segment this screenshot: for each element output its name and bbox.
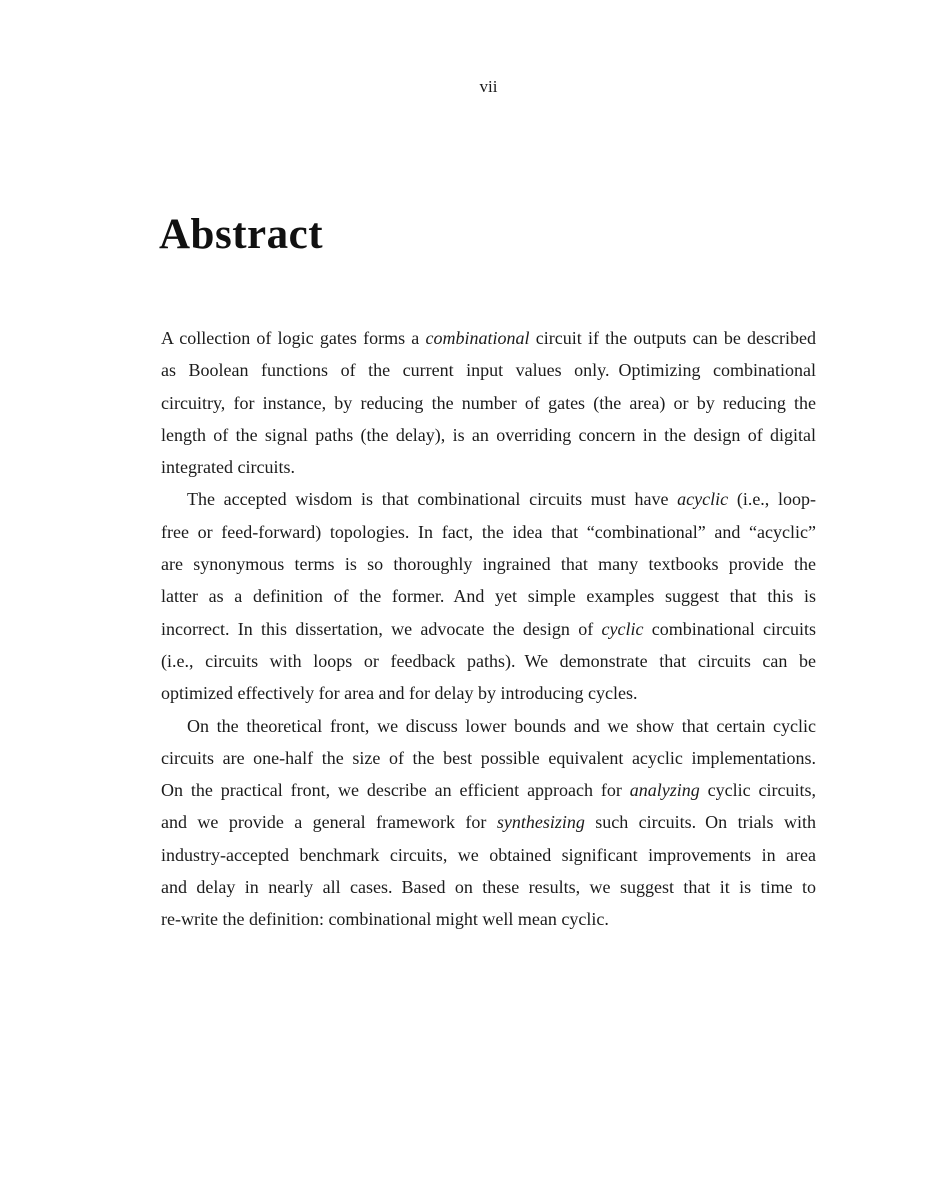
paragraph xyxy=(161,322,816,483)
italic-term: synthesizing xyxy=(496,812,585,833)
italic-term: combinational xyxy=(425,328,530,348)
abstract-body xyxy=(161,322,816,936)
text-segment: circuits are one-half the size of the best possible equivalent acyclic implementations. xyxy=(161,747,816,768)
italic-term: acyclic xyxy=(677,489,729,510)
text-line xyxy=(161,580,816,612)
text-segment: and delay in nearly all cases. Based on these results, we suggest that it is time to xyxy=(161,877,816,898)
text-line xyxy=(161,483,816,515)
text-segment: On the practical front, we describe an efficient approach for xyxy=(161,780,630,801)
text-segment: length of the signal paths (the delay), is an overriding concern in the design of digital xyxy=(161,424,816,445)
text-segment: re-write the definition: combinational might well mean cyclic. xyxy=(161,909,609,930)
text-line xyxy=(161,548,816,580)
text-segment: circuit if the outputs can be described xyxy=(529,328,816,348)
text-line xyxy=(161,387,816,419)
text-line xyxy=(161,806,816,838)
text-segment: combinational circuits xyxy=(643,618,817,639)
page-number: vii xyxy=(479,77,498,96)
italic-term: analyzing xyxy=(629,780,700,801)
text-segment: circuitry, for instance, by reducing the number of gates (the area) or by reducing the xyxy=(161,392,816,413)
text-line xyxy=(161,742,816,774)
text-line xyxy=(161,710,816,742)
text-line xyxy=(161,839,816,871)
text-line xyxy=(161,677,816,709)
text-segment: The accepted wisdom is that combinational circuits must have xyxy=(187,489,678,510)
text-segment: and we provide a general framework for xyxy=(161,812,497,833)
text-segment: free or feed-forward) topologies. In fact, the idea that “combinational” and “acyclic” xyxy=(161,521,816,542)
text-line xyxy=(161,645,816,677)
text-line xyxy=(161,419,816,451)
text-line xyxy=(161,516,816,548)
text-segment: integrated circuits. xyxy=(161,457,295,478)
text-segment: A collection of logic gates forms a xyxy=(161,328,426,348)
text-segment: cyclic circuits, xyxy=(699,780,816,801)
italic-term: cyclic xyxy=(601,618,644,639)
text-line xyxy=(161,903,816,935)
text-segment: incorrect. In this dissertation, we advocate the design of xyxy=(161,618,602,639)
text-line xyxy=(161,613,816,645)
text-line xyxy=(161,322,816,354)
text-line xyxy=(161,871,816,903)
text-segment: (i.e., circuits with loops or feedback paths). We demonstrate that circuits can be xyxy=(161,650,816,671)
text-segment: such circuits. On trials with xyxy=(584,812,816,833)
paragraph xyxy=(161,483,816,709)
text-line xyxy=(161,774,816,806)
text-segment: (i.e., loop- xyxy=(728,489,816,510)
chapter-heading: Abstract xyxy=(159,211,324,258)
text-segment: as Boolean functions of the current input values only. Optimizing combinational xyxy=(161,360,816,381)
text-line xyxy=(161,451,816,483)
text-segment: optimized effectively for area and for delay by introducing cycles. xyxy=(161,683,638,704)
text-segment: industry-accepted benchmark circuits, we obtained significant improvements in area xyxy=(161,844,816,865)
text-segment: On the theoretical front, we discuss lower bounds and we show that certain cyclic xyxy=(187,715,816,736)
text-segment: latter as a definition of the former. And yet simple examples suggest that this is xyxy=(161,586,816,607)
text-line xyxy=(161,354,816,386)
text-segment: are synonymous terms is so thoroughly ingrained that many textbooks provide the xyxy=(161,554,816,575)
paragraph xyxy=(161,710,816,936)
